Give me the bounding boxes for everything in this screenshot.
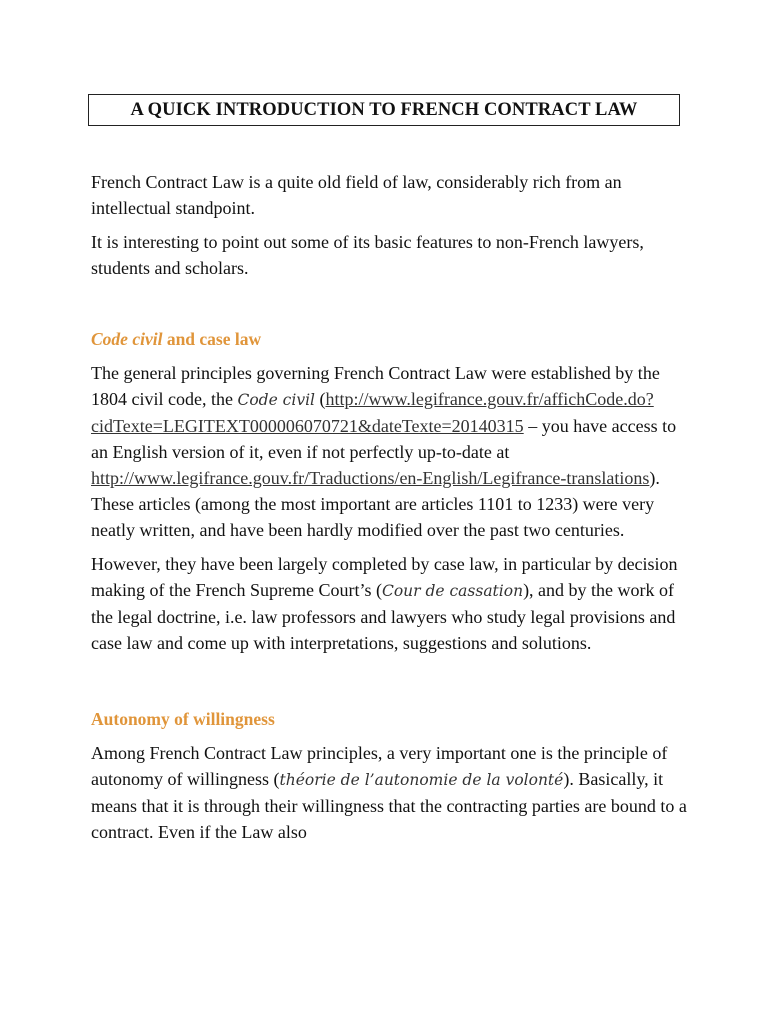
spacer <box>91 281 691 326</box>
document-title: A QUICK INTRODUCTION TO FRENCH CONTRACT LAW <box>88 94 680 126</box>
spacer <box>91 656 691 706</box>
intro-paragraph-2: It is interesting to point out some of its basic features to non-French lawyers, students and scholars. <box>91 232 644 278</box>
paragraph-text: ), and by the work of the legal doctrine, i.e. law professors and lawyers who study legal provisions and case law and come up with interpretations, suggestions and solutions. <box>91 580 676 653</box>
document-body <box>91 169 691 845</box>
paragraph-text: – you have access to an English version of it, even if not perfectly up-to-date at <box>91 416 677 462</box>
paragraph-text: ( <box>315 389 326 409</box>
intro-paragraph-1: French Contract Law is a quite old field of law, considerably rich from an intellectual standpoint. <box>91 172 622 218</box>
paragraph-autonomy <box>91 740 691 845</box>
paragraph-code-civil <box>91 360 691 543</box>
section-heading-text: and case law <box>162 329 262 349</box>
legifrance-code-link[interactable]: http://www.legifrance.gouv.fr/affichCode.do?cidTexte=LEGITEXT000006070721&dateTexte=20140315 <box>91 389 654 436</box>
italic-term: Code civil <box>237 391 315 409</box>
paragraph-text: ). These articles (among the most important are articles 1101 to 1233) were very neatly written, and have been hardly modified over the past two centuries. <box>91 468 660 540</box>
paragraph-text: ). Basically, it means that it is through their willingness that the contracting parties are bound to a contract. Even if the Law also <box>91 769 687 842</box>
section-heading-italic: Code civil <box>91 329 163 349</box>
section-heading-code-civil <box>91 326 691 352</box>
paragraph-text: Among French Contract Law principles, a very important one is the principle of autonomy of willingness ( <box>91 743 668 789</box>
paragraph-text: The general principles governing French Contract Law were established by the 1804 civil code, the <box>91 363 660 409</box>
italic-term: Cour de cassation <box>381 582 524 600</box>
section-heading-autonomy: Autonomy of willingness <box>91 709 275 729</box>
italic-term: théorie de l’autonomie de la volonté <box>279 771 564 789</box>
legifrance-translations-link[interactable]: http://www.legifrance.gouv.fr/Traductions/en-English/Legifrance-translations <box>91 468 650 488</box>
paragraph-case-law <box>91 551 691 656</box>
paragraph-text: However, they have been largely completed by case law, in particular by decision making of the French Supreme Court’s ( <box>91 554 678 600</box>
